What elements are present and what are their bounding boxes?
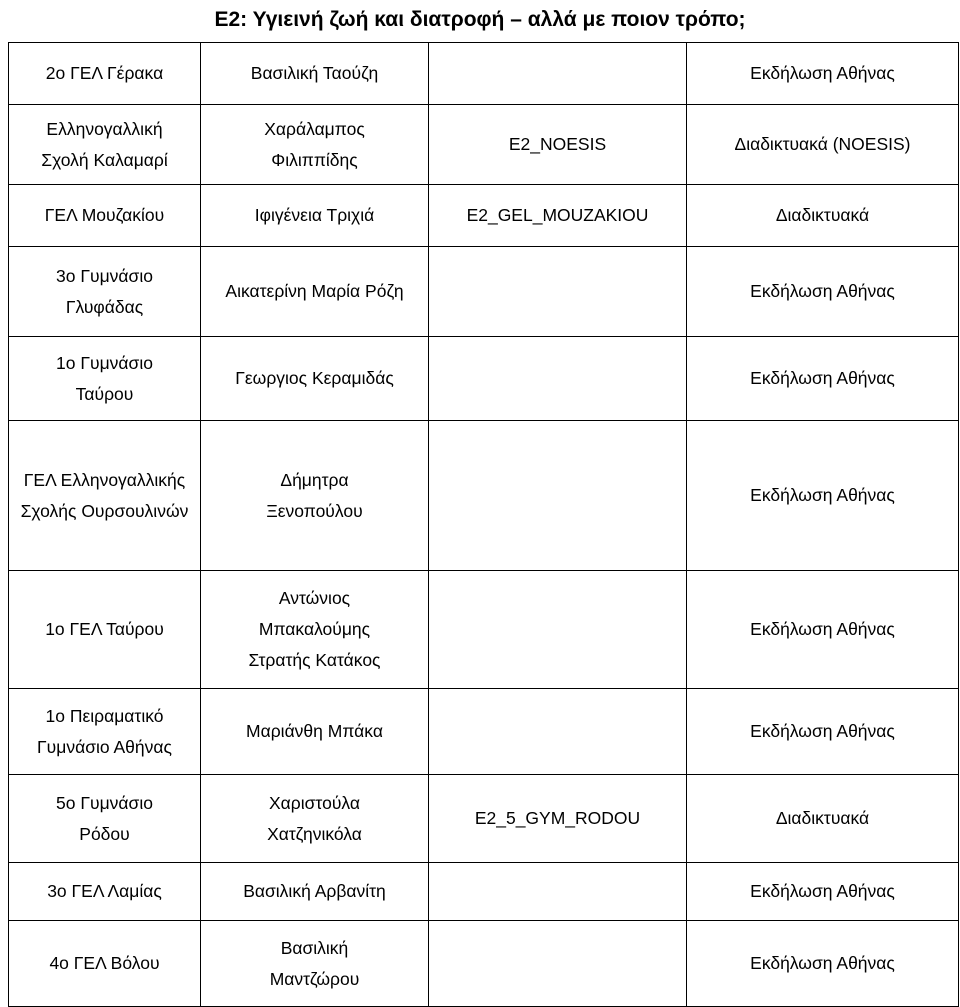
school-cell: ΓΕΛ Ελληνογαλλικής Σχολής Ουρσουλινών bbox=[9, 421, 201, 571]
schools-table bbox=[8, 42, 959, 1007]
school-cell: 3ο ΓΕΛ Λαμίας bbox=[9, 863, 201, 921]
teacher-cell: Βασιλική Μαντζώρου bbox=[201, 921, 429, 1007]
participation-cell: Εκδήλωση Αθήνας bbox=[687, 421, 959, 571]
table-row bbox=[9, 775, 959, 863]
school-cell: 1ο Πειραματικό Γυμνάσιο Αθήνας bbox=[9, 689, 201, 775]
table-row bbox=[9, 105, 959, 185]
participation-cell: Διαδικτυακά bbox=[687, 185, 959, 247]
code-cell: E2_5_GYM_RODOU bbox=[429, 775, 687, 863]
teacher-cell: Δήμητρα Ξενοπούλου bbox=[201, 421, 429, 571]
code-cell bbox=[429, 43, 687, 105]
code-cell bbox=[429, 571, 687, 689]
participation-cell: Εκδήλωση Αθήνας bbox=[687, 43, 959, 105]
code-cell bbox=[429, 863, 687, 921]
participation-cell: Διαδικτυακά (NOESIS) bbox=[687, 105, 959, 185]
participation-cell: Εκδήλωση Αθήνας bbox=[687, 337, 959, 421]
school-cell: 1ο Γυμνάσιο Ταύρου bbox=[9, 337, 201, 421]
participation-cell: Εκδήλωση Αθήνας bbox=[687, 571, 959, 689]
code-cell: E2_NOESIS bbox=[429, 105, 687, 185]
page-title: Ε2: Υγιεινή ζωή και διατροφή – αλλά με ποιον τρόπο; bbox=[214, 8, 746, 31]
table-row bbox=[9, 421, 959, 571]
table-row bbox=[9, 689, 959, 775]
school-cell: Ελληνογαλλική Σχολή Καλαμαρί bbox=[9, 105, 201, 185]
participation-cell: Εκδήλωση Αθήνας bbox=[687, 921, 959, 1007]
table-row bbox=[9, 43, 959, 105]
table-row bbox=[9, 337, 959, 421]
table-row bbox=[9, 571, 959, 689]
teacher-cell: Γεωργιος Κεραμιδάς bbox=[201, 337, 429, 421]
teacher-cell: Βασιλική Αρβανίτη bbox=[201, 863, 429, 921]
school-cell: ΓΕΛ Μουζακίου bbox=[9, 185, 201, 247]
participation-cell: Διαδικτυακά bbox=[687, 775, 959, 863]
participation-cell: Εκδήλωση Αθήνας bbox=[687, 689, 959, 775]
teacher-cell: Βασιλική Ταούζη bbox=[201, 43, 429, 105]
school-cell: 1ο ΓΕΛ Ταύρου bbox=[9, 571, 201, 689]
participation-cell: Εκδήλωση Αθήνας bbox=[687, 863, 959, 921]
table-row bbox=[9, 247, 959, 337]
teacher-cell: Μαριάνθη Μπάκα bbox=[201, 689, 429, 775]
teacher-cell: Ιφιγένεια Τριχιά bbox=[201, 185, 429, 247]
code-cell bbox=[429, 921, 687, 1007]
table-row bbox=[9, 921, 959, 1007]
school-cell: 2ο ΓΕΛ Γέρακα bbox=[9, 43, 201, 105]
code-cell: E2_GEL_MOUZAKIOU bbox=[429, 185, 687, 247]
table-row bbox=[9, 863, 959, 921]
table-row bbox=[9, 185, 959, 247]
code-cell bbox=[429, 337, 687, 421]
code-cell bbox=[429, 247, 687, 337]
code-cell bbox=[429, 421, 687, 571]
school-cell: 3ο Γυμνάσιο Γλυφάδας bbox=[9, 247, 201, 337]
school-cell: 4ο ΓΕΛ Βόλου bbox=[9, 921, 201, 1007]
teacher-cell: Αντώνιος Μπακαλούμης Στρατής Κατάκος bbox=[201, 571, 429, 689]
teacher-cell: Χαριστούλα Χατζηνικόλα bbox=[201, 775, 429, 863]
school-cell: 5ο Γυμνάσιο Ρόδου bbox=[9, 775, 201, 863]
code-cell bbox=[429, 689, 687, 775]
teacher-cell: Αικατερίνη Μαρία Ρόζη bbox=[201, 247, 429, 337]
participation-cell: Εκδήλωση Αθήνας bbox=[687, 247, 959, 337]
teacher-cell: Χαράλαμπος Φιλιππίδης bbox=[201, 105, 429, 185]
